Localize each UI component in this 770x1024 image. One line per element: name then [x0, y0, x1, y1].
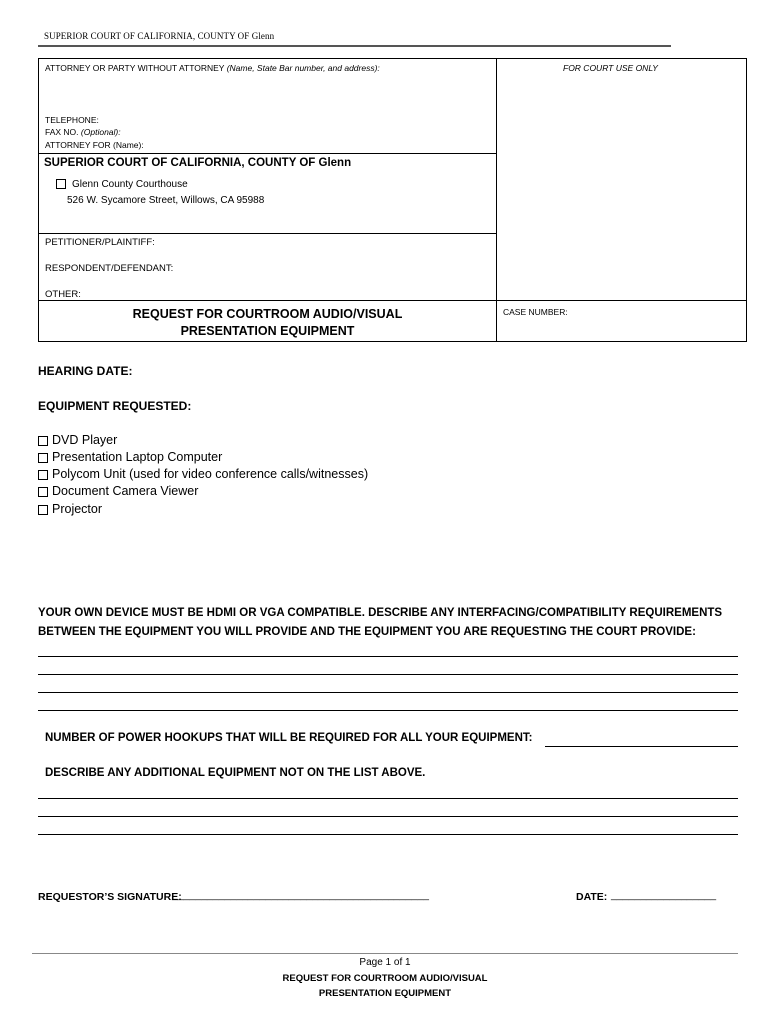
- power-hookups-field[interactable]: [545, 746, 738, 747]
- signature-field[interactable]: ____________________________________________: [172, 889, 429, 901]
- compat-answer-line-3[interactable]: [38, 692, 738, 693]
- compat-answer-line-4[interactable]: [38, 710, 738, 711]
- projector-label: Projector: [52, 502, 103, 516]
- caption-divider-1: [38, 153, 497, 154]
- attorney-label-text: ATTORNEY OR PARTY WITHOUT ATTORNEY: [45, 63, 225, 73]
- additional-answer-line-1[interactable]: [38, 798, 738, 799]
- additional-answer-line-2[interactable]: [38, 816, 738, 817]
- courthouse-label: Glenn County Courthouse: [72, 179, 188, 190]
- form-title-line1: REQUEST FOR COURTROOM AUDIO/VISUAL: [132, 307, 403, 321]
- hearing-date-label: HEARING DATE:: [38, 364, 133, 378]
- footer-title-line1: REQUEST FOR COURTROOM AUDIO/VISUAL: [282, 973, 488, 984]
- footer-rule: [32, 953, 738, 954]
- attorney-hint: (Name, State Bar number, and address):: [226, 63, 380, 73]
- fax-label: [45, 127, 121, 137]
- power-hookups-label: NUMBER OF POWER HOOKUPS THAT WILL BE REQUIRED FOR ALL YOUR EQUIPMENT:: [45, 732, 533, 744]
- telephone-label: TELEPHONE:: [45, 115, 99, 125]
- fax-text: FAX NO.: [45, 127, 79, 137]
- page-number: Page 1 of 1: [359, 957, 411, 968]
- footer-title-line2: PRESENTATION EQUIPMENT: [318, 988, 452, 999]
- dvd-label: DVD Player: [52, 433, 118, 447]
- polycom-label: Polycom Unit (used for video conference calls/witnesses): [52, 467, 369, 481]
- header-rule: [38, 45, 671, 47]
- laptop-label: Presentation Laptop Computer: [52, 450, 223, 464]
- camera-label: Document Camera Viewer: [52, 484, 199, 498]
- court-header: SUPERIOR COURT OF CALIFORNIA, COUNTY OF Glenn: [44, 31, 275, 41]
- date-field[interactable]: __________________: [611, 889, 717, 901]
- equipment-item-camera[interactable]: [38, 484, 198, 498]
- additional-equipment-label: DESCRIBE ANY ADDITIONAL EQUIPMENT NOT ON THE LIST ABOVE.: [45, 767, 426, 779]
- dvd-checkbox[interactable]: [38, 436, 48, 446]
- form-title: [38, 306, 497, 340]
- equipment-item-polycom[interactable]: [38, 467, 368, 481]
- additional-answer-line-3[interactable]: [38, 834, 738, 835]
- courthouse-option[interactable]: [56, 179, 188, 190]
- caption-divider-2: [38, 233, 497, 234]
- respondent-label: RESPONDENT/DEFENDANT:: [45, 263, 174, 274]
- equipment-item-laptop[interactable]: [38, 450, 222, 464]
- equipment-item-projector[interactable]: [38, 502, 102, 516]
- compat-answer-line-1[interactable]: [38, 656, 738, 657]
- fax-hint: (Optional):: [80, 127, 121, 137]
- court-name: SUPERIOR COURT OF CALIFORNIA, COUNTY OF Glenn: [44, 157, 352, 169]
- polycom-checkbox[interactable]: [38, 470, 48, 480]
- courthouse-checkbox[interactable]: [56, 179, 66, 189]
- caption-divider-3: [38, 300, 747, 301]
- date-label: DATE:: [576, 891, 608, 903]
- court-use-label: FOR COURT USE ONLY: [563, 63, 658, 73]
- compat-instructions-line2: BETWEEN THE EQUIPMENT YOU WILL PROVIDE AND THE EQUIPMENT YOU ARE REQUESTING THE COURT PROVIDE:: [38, 626, 696, 638]
- compat-answer-line-2[interactable]: [38, 674, 738, 675]
- signature-label: REQUESTOR’S SIGNATURE:: [38, 891, 182, 903]
- court-address: 526 W. Sycamore Street, Willows, CA 95988: [67, 195, 265, 206]
- compat-instructions-line1: YOUR OWN DEVICE MUST BE HDMI OR VGA COMPATIBLE. DESCRIBE ANY INTERFACING/COMPATIBILITY REQUIREMENTS: [38, 607, 723, 619]
- projector-checkbox[interactable]: [38, 505, 48, 515]
- equipment-heading: EQUIPMENT REQUESTED:: [38, 399, 192, 413]
- camera-checkbox[interactable]: [38, 487, 48, 497]
- laptop-checkbox[interactable]: [38, 453, 48, 463]
- form-title-line2: PRESENTATION EQUIPMENT: [180, 324, 355, 338]
- attorney-for-label: ATTORNEY FOR (Name):: [45, 140, 144, 150]
- attorney-label: [45, 63, 380, 73]
- other-label: OTHER:: [45, 289, 81, 300]
- equipment-item-dvd[interactable]: [38, 433, 117, 447]
- case-number-label: CASE NUMBER:: [503, 307, 568, 317]
- petitioner-label: PETITIONER/PLAINTIFF:: [45, 237, 155, 248]
